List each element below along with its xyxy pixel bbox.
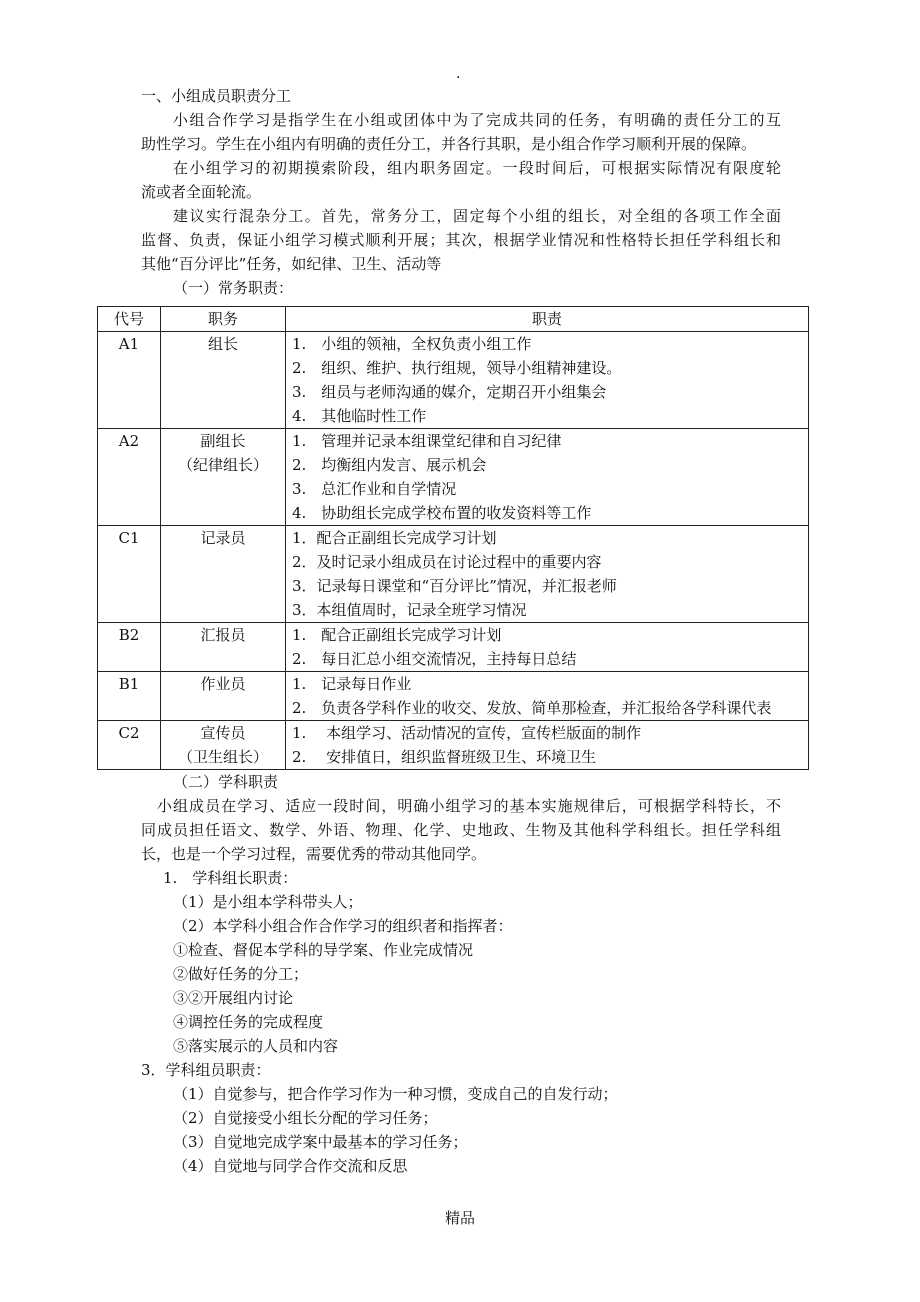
list-item: ②做好任务的分工；	[173, 965, 309, 983]
list-item: ③②开展组内讨论	[173, 989, 294, 1007]
header-code: 代号	[98, 307, 161, 332]
cell-code: B2	[98, 623, 161, 672]
cell-code: B1	[98, 672, 161, 721]
role-line: （卫生组长）	[177, 748, 268, 766]
table-row	[98, 332, 809, 429]
duty-item: 4. 协助组长完成学校布置的收发资料等工作	[292, 504, 592, 522]
role-line: 组长	[207, 335, 238, 353]
role-line: 宣传员	[200, 724, 246, 742]
header-role: 职务	[161, 307, 286, 332]
cell-role	[161, 721, 286, 770]
list-item: （1）是小组本学科带头人；	[173, 893, 363, 911]
cell-code: C1	[98, 526, 161, 623]
list-item: （1）自觉参与，把合作学习作为一种习惯，变成自己的自发行动；	[173, 1085, 618, 1103]
subsection-title: （一）常务职责：	[173, 279, 294, 297]
duty-item: 2. 组织、维护、执行组规，领导小组精神建设。	[292, 359, 622, 377]
subsection-title: （二）学科职责	[173, 773, 279, 791]
role-line: 汇报员	[200, 626, 246, 644]
list-item: （3）自觉地完成学案中最基本的学习任务；	[173, 1133, 468, 1151]
duty-item: 2. 每日汇总小组交流情况，主持每日总结	[292, 650, 577, 668]
cell-duties	[286, 429, 809, 526]
list-item: ⑤落实展示的人员和内容	[173, 1037, 339, 1055]
role-line: 作业员	[200, 675, 246, 693]
header-duties: 职责	[286, 307, 809, 332]
duty-item: 3. 总汇作业和自学情况	[292, 480, 457, 498]
cell-duties	[286, 672, 809, 721]
duty-item: 1．配合正副组长完成学习计划	[292, 529, 497, 547]
duty-item: 2．及时记录小组成员在讨论过程中的重要内容	[292, 553, 602, 571]
duty-item: 1. 记录每日作业	[292, 675, 412, 693]
paragraph-line: 流或者全面轮流。	[141, 183, 262, 201]
cell-duties	[286, 526, 809, 623]
list-item: （2）本学科小组合作合作学习的组织者和指挥者：	[173, 917, 513, 935]
cell-code: C2	[98, 721, 161, 770]
table-row	[98, 672, 809, 721]
paragraph-line: 建议实行混杂分工。首先，常务分工，固定每个小组的组长，对全组的各项工作全面	[173, 207, 781, 225]
paragraph-line: 在小组学习的初期摸索阶段，组内职务固定。一段时间后，可根据实际情况有限度轮	[173, 159, 781, 177]
role-line: （纪律组长）	[177, 456, 268, 474]
section-title: 一、小组成员职责分工	[141, 87, 292, 105]
cell-duties	[286, 721, 809, 770]
cell-role	[161, 429, 286, 526]
table-row	[98, 429, 809, 526]
paragraph-line: 长，也是一个学习过程，需要优秀的带动其他同学。	[141, 845, 487, 863]
cell-role	[161, 623, 286, 672]
table-header-row	[98, 307, 809, 332]
cell-duties	[286, 332, 809, 429]
cell-code: A1	[98, 332, 161, 429]
cell-role	[161, 332, 286, 429]
role-line: 记录员	[200, 529, 246, 547]
paragraph-line: 监督、负责，保证小组学习模式顺利开展；其次，根据学业情况和性格特长担任学科组长和	[141, 231, 781, 249]
footer-label: 精品	[445, 1209, 476, 1227]
cell-code: A2	[98, 429, 161, 526]
paragraph-line: 小组成员在学习、适应一段时间，明确小组学习的基本实施规律后，可根据学科特长，不	[157, 797, 781, 815]
section-2	[141, 770, 781, 1178]
cell-role	[161, 526, 286, 623]
paragraph-line: 其他“百分评比”任务，如纪律、卫生、活动等	[141, 255, 442, 273]
paragraph-line: 同成员担任语文、数学、外语、物理、化学、史地政、生物及其他科学科组长。担任学科组	[141, 821, 781, 839]
duty-item: 2. 安排值日，组织监督班级卫生、环境卫生	[292, 748, 597, 766]
table-row	[98, 721, 809, 770]
duty-item: 3．记录每日课堂和“百分评比”情况，并汇报老师	[292, 577, 617, 595]
role-line: 副组长	[200, 432, 246, 450]
duty-item: 1. 管理并记录本组课堂纪律和自习纪律	[292, 432, 562, 450]
list-item: ①检查、督促本学科的导学案、作业完成情况	[173, 941, 474, 959]
list-item: （2）自觉接受小组长分配的学习任务；	[173, 1109, 438, 1127]
list-item: （4）自觉地与同学合作交流和反思	[173, 1157, 408, 1175]
duty-item: 4. 其他临时性工作	[292, 407, 427, 425]
duty-item: 1. 配合正副组长完成学习计划	[292, 626, 502, 644]
duty-item: 2. 负责各学科作业的收交、发放、简单那检查，并汇报给各学科课代表	[292, 699, 772, 717]
duty-item: 3．本组值周时，记录全班学习情况	[292, 601, 527, 619]
list-heading: 3．学科组员职责：	[141, 1061, 271, 1079]
paragraph-line: 小组合作学习是指学生在小组或团体中为了完成共同的任务，有明确的责任分工的互	[173, 111, 781, 129]
list-item: ④调控任务的完成程度	[173, 1013, 324, 1031]
cell-duties	[286, 623, 809, 672]
duty-table	[97, 306, 809, 770]
duty-item: 2. 均衡组内发言、展示机会	[292, 456, 487, 474]
duty-item: 1. 本组学习、活动情况的宣传，宣传栏版面的制作	[292, 724, 642, 742]
table-row	[98, 526, 809, 623]
paragraph-line: 助性学习。学生在小组内有明确的责任分工，并各行其职，是小组合作学习顺利开展的保障。	[141, 135, 757, 153]
table-row	[98, 623, 809, 672]
duty-item: 1. 小组的领袖，全权负责小组工作	[292, 335, 532, 353]
cell-role	[161, 672, 286, 721]
list-heading: 1. 学科组长职责：	[163, 869, 298, 887]
header-mark: .	[456, 66, 461, 82]
section-1	[141, 84, 781, 300]
duty-item: 3. 组员与老师沟通的媒介，定期召开小组集会	[292, 383, 607, 401]
